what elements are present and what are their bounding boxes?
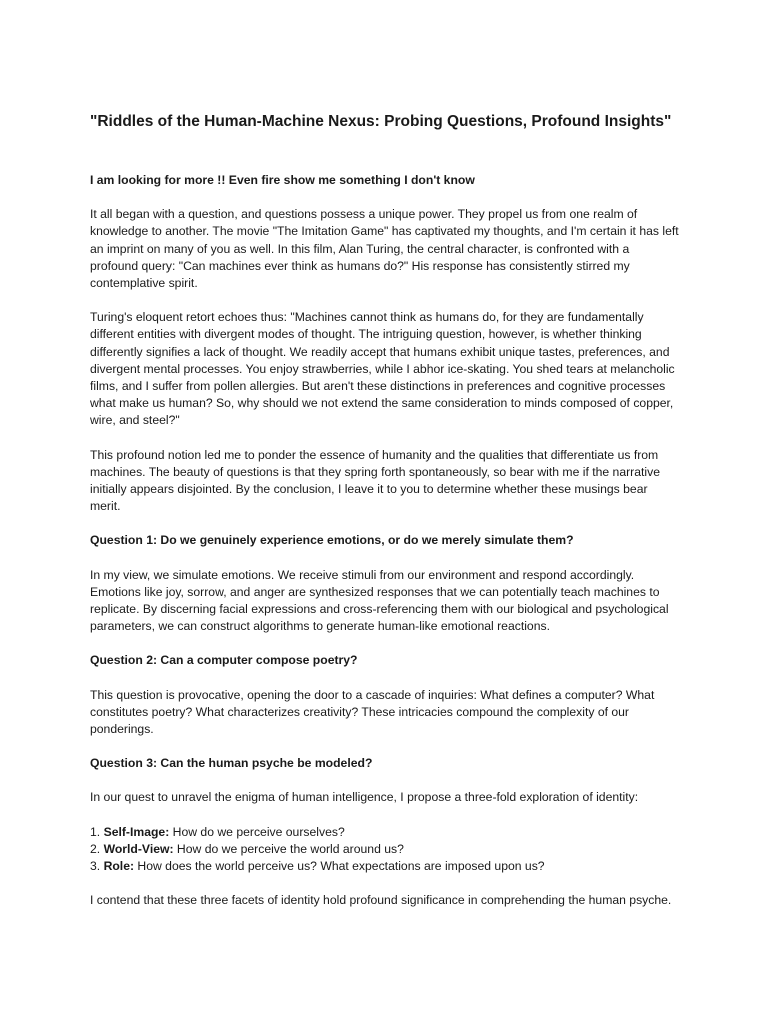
document-body bbox=[90, 172, 680, 927]
paragraph-imitation-game: It all began with a question, and questions possess a unique power. They propel us from one realm of knowledge to another. The movie "The Imitation Game" has captivated my thoughts, and I'm certain it has left an imprint on many of you as well. In this film, Alan Turing, the central character, is confronted with a profound query: "Can machines ever think as humans do?" His response has consistently stirred my contemplative spirit. bbox=[90, 207, 679, 291]
list-item bbox=[90, 858, 680, 875]
identity-list bbox=[90, 824, 680, 876]
conclusion-paragraph: I contend that these three facets of identity hold profound significance in comprehending the human psyche. bbox=[90, 893, 672, 908]
question-1-body: In my view, we simulate emotions. We receive stimuli from our environment and respond accordingly. Emotions like joy, sorrow, and anger are synthesized responses that we can potentially teach machines to replicate. By discerning facial expressions and cross-referencing them with our biological and psychological parameters, we can construct algorithms to generate human-like emotional reactions. bbox=[90, 567, 669, 634]
question-2-body: This question is provocative, opening the door to a cascade of inquiries: What defines a computer? What constitutes poetry? What characterizes creativity? These intricacies compound the complexity of our ponderings. bbox=[90, 687, 655, 737]
intro-heading: I am looking for more !! Even fire show me something I don't know bbox=[90, 173, 475, 187]
paragraph-essence-of-humanity: This profound notion led me to ponder the essence of humanity and the qualities that differentiate us from machines. The beauty of questions is that they spring forth spontaneously, so bear with me if the narrative initially appears disjointed. By the conclusion, I leave it to you to determine whether these musings bear merit. bbox=[90, 447, 660, 514]
list-item-number: 3. bbox=[90, 859, 101, 874]
list-item-number: 1. bbox=[90, 824, 101, 839]
list-item-term: Role: bbox=[103, 859, 135, 874]
document-title: "Riddles of the Human-Machine Nexus: Probing Questions, Profound Insights" bbox=[90, 113, 672, 130]
list-item-number: 2. bbox=[90, 841, 101, 856]
list-item-desc: How do we perceive the world around us? bbox=[173, 841, 404, 856]
list-item-desc: How do we perceive ourselves? bbox=[169, 824, 345, 839]
list-item-term: World-View: bbox=[103, 841, 174, 856]
list-item bbox=[90, 824, 680, 841]
question-3-body: In our quest to unravel the enigma of human intelligence, I propose a three-fold exploration of identity: bbox=[90, 790, 639, 805]
question-2-heading: Question 2: Can a computer compose poetry? bbox=[90, 653, 358, 668]
paragraph-turing-retort: Turing's eloquent retort echoes thus: "Machines cannot think as humans do, for they are fundamentally different entities with divergent modes of thought. The intriguing question, however, is whether thinking differently signifies a lack of thought. We readily accept that humans exhibit unique tastes, preferences, and divergent mental processes. You enjoy strawberries, while I abhor ice-skating. You shed tears at melancholic films, and I suffer from pollen allergies. But aren't these distinctions in preferences and cognitive processes what make us human? So, why should we not extend the same consideration to minds composed of copper, wire, and steel?" bbox=[90, 310, 675, 428]
list-item-term: Self-Image: bbox=[103, 824, 170, 839]
question-3-heading: Question 3: Can the human psyche be modeled? bbox=[90, 756, 373, 771]
list-item-desc: How does the world perceive us? What expectations are imposed upon us? bbox=[134, 859, 545, 874]
question-1-heading: Question 1: Do we genuinely experience emotions, or do we merely simulate them? bbox=[90, 533, 574, 548]
list-item bbox=[90, 841, 680, 858]
